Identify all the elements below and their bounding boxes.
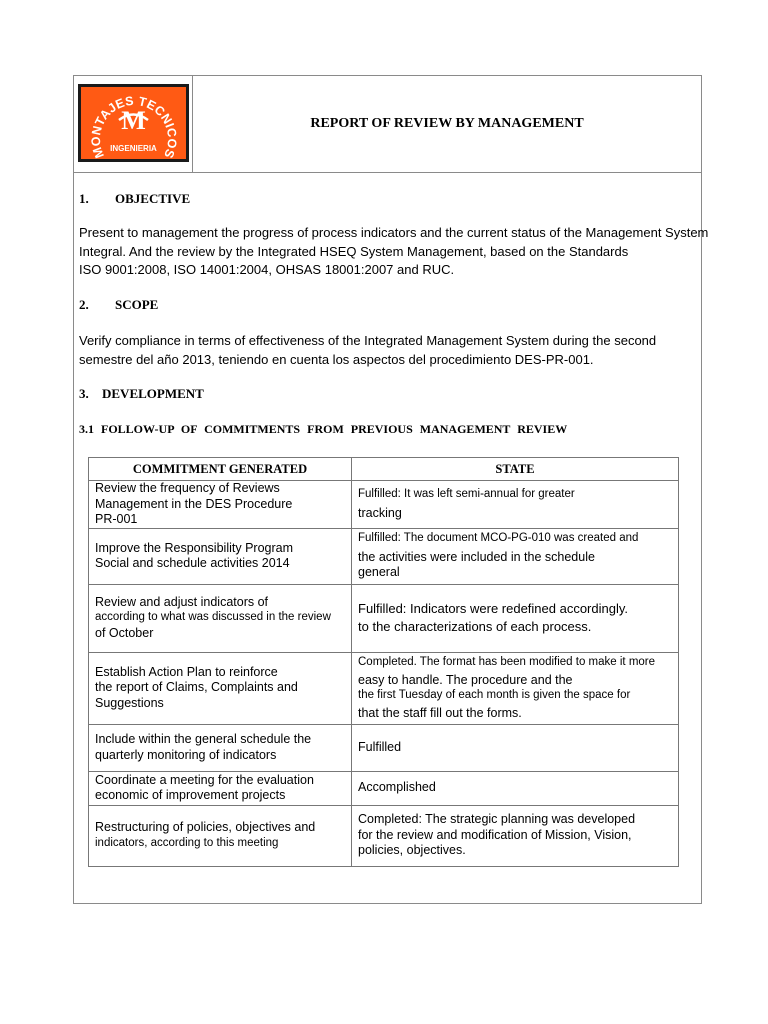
table-row xyxy=(89,771,679,805)
development-heading xyxy=(79,386,204,402)
state-cell xyxy=(352,805,679,866)
logo-sub-text: INGENIERIA xyxy=(110,144,157,153)
state-cell xyxy=(352,481,679,529)
logo-initial: M xyxy=(121,106,146,135)
cell-line: for the review and modification of Mission, Vision, xyxy=(358,827,632,842)
cell-line: Social and schedule activities 2014 xyxy=(95,556,290,570)
commitment-cell xyxy=(89,584,352,652)
cell-line: Restructuring of policies, objectives and xyxy=(95,820,316,834)
table-row xyxy=(89,481,679,529)
cell-line: to the characterizations of each process. xyxy=(358,619,592,634)
scope-text xyxy=(79,332,656,369)
cell-line: of October xyxy=(95,625,154,640)
scope-title: SCOPE xyxy=(115,297,159,312)
state-cell xyxy=(352,652,679,724)
column-header-commitment: COMMITMENT GENERATED xyxy=(89,458,352,481)
development-title: DEVELOPMENT xyxy=(102,386,204,401)
cell-line: Review and adjust indicators of xyxy=(95,594,269,609)
scope-line: Verify compliance in terms of effectiveness of the Integrated Management System during the second xyxy=(79,333,657,348)
commitment-cell xyxy=(89,652,352,724)
cell-line: Completed: The strategic planning was developed xyxy=(358,812,636,827)
cell-line: tracking xyxy=(358,505,402,520)
cell-line: economic of improvement projects xyxy=(95,788,286,802)
cell-line: Completed. The format has been modified to make it more xyxy=(358,656,656,668)
cell-line: Fulfilled: The document MCO-PG-010 was created and xyxy=(358,532,639,545)
scope-line: semestre del año 2013, teniendo en cuenta los aspectos del procedimiento DES-PR-001. xyxy=(79,351,594,367)
objective-title: OBJECTIVE xyxy=(115,191,191,206)
cell-line: Establish Action Plan to reinforce xyxy=(95,664,278,679)
state-cell xyxy=(352,584,679,652)
objective-heading xyxy=(79,191,190,207)
cell-line: Include within the general schedule the xyxy=(95,732,312,746)
state-cell xyxy=(352,528,679,584)
table-row xyxy=(89,584,679,652)
table-row xyxy=(89,652,679,724)
objective-line: Integral. And the review by the Integrated HSEQ System Management, based on the Standards xyxy=(79,243,629,259)
commitments-table xyxy=(88,457,679,867)
cell-line: Fulfilled xyxy=(358,739,402,754)
header-row xyxy=(74,76,701,173)
commitment-cell xyxy=(89,481,352,529)
cell-line: the report of Claims, Complaints and xyxy=(95,680,298,695)
cell-line: according to what was discussed in the review xyxy=(95,611,331,624)
commitment-cell xyxy=(89,805,352,866)
table-row xyxy=(89,528,679,584)
followup-heading: 3.1 FOLLOW-UP OF COMMITMENTS FROM PREVIOUS MANAGEMENT REVIEW xyxy=(79,422,568,436)
column-header-state: STATE xyxy=(352,458,679,481)
state-cell xyxy=(352,724,679,771)
objective-line: Present to management the progress of process indicators and the current status of the Management System xyxy=(79,225,709,240)
cell-line: Management in the DES Procedure xyxy=(95,496,293,511)
scope-heading xyxy=(79,297,158,313)
logo-arc-text: MONTAJES TECNICOS xyxy=(88,93,180,159)
report-title: REPORT OF REVIEW BY MANAGEMENT xyxy=(310,116,584,131)
cell-line: that the staff fill out the forms. xyxy=(358,705,522,720)
cell-line: indicators, according to this meeting xyxy=(95,836,279,849)
cell-line: Fulfilled: Indicators were redefined accordingly. xyxy=(358,601,629,616)
commitment-cell xyxy=(89,771,352,805)
cell-line: quarterly monitoring of indicators xyxy=(95,747,277,762)
table-row xyxy=(89,724,679,771)
cell-line: Coordinate a meeting for the evaluation xyxy=(95,772,314,787)
cell-line: the activities were included in the schedule xyxy=(358,549,595,564)
development-number: 3. xyxy=(79,386,89,401)
objective-line: ISO 9001:2008, ISO 14001:2004, OHSAS 18001:2007 and RUC. xyxy=(79,262,455,277)
cell-line: Improve the Responsibility Program xyxy=(95,540,293,555)
table-header-row xyxy=(89,458,679,481)
cell-line: the first Tuesday of each month is given the space for xyxy=(358,689,631,701)
scope-number: 2. xyxy=(79,297,89,312)
cell-line: Accomplished xyxy=(358,780,436,795)
objective-text xyxy=(79,224,708,280)
state-cell xyxy=(352,771,679,805)
logo-cell xyxy=(74,76,193,172)
cell-line: Suggestions xyxy=(95,695,164,710)
document-page xyxy=(73,75,709,904)
cell-line: Fulfilled: It was left semi-annual for greater xyxy=(358,488,575,501)
cell-line: PR-001 xyxy=(95,512,138,526)
company-logo xyxy=(78,84,189,162)
cell-line: Review the frequency of Reviews xyxy=(95,481,280,495)
cell-line: policies, objectives. xyxy=(358,843,466,858)
commitment-cell xyxy=(89,724,352,771)
cell-line: easy to handle. The procedure and the xyxy=(358,672,573,687)
table-row xyxy=(89,805,679,866)
cell-line: general xyxy=(358,565,400,580)
objective-number: 1. xyxy=(79,191,89,206)
commitment-cell xyxy=(89,528,352,584)
